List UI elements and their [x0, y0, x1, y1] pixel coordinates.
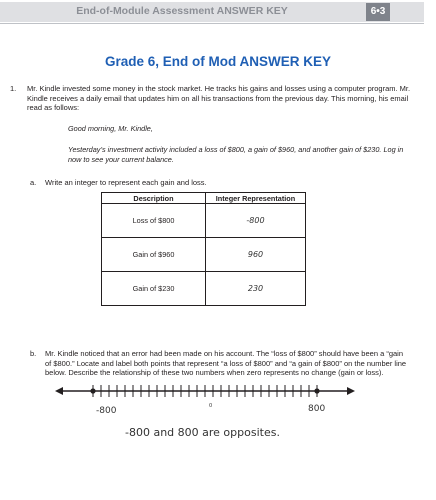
right-arrow-icon: [347, 387, 355, 395]
integer-answer-cell: -800: [206, 204, 306, 238]
handwritten-answer: -800 and 800 are opposites.: [125, 426, 280, 439]
table-row: [102, 204, 306, 238]
table-header-row: [102, 193, 306, 204]
point-negative-800: [90, 388, 95, 393]
point-positive-800: [314, 388, 319, 393]
question-number: 1.: [10, 84, 17, 93]
description-cell: Loss of $800: [102, 204, 206, 238]
part-b-prompt: Mr. Kindle noticed that an error had been made on his account. The “loss of $800” should have been a “gain of $800.” Locate and label both points that represent “a loss of $800” and “a gain of $800” on the number line below. Describe the relationship of these two numbers when zero represents no change (gain or loss).: [45, 349, 407, 377]
integer-table: [101, 192, 306, 306]
part-a-prompt: Write an integer to represent each gain and loss.: [45, 178, 207, 187]
email-body: Yesterday’s investment activity included a loss of $800, a gain of $960, and another gain of $230. Log in now to see your current balance.: [68, 145, 404, 164]
header-title: End-of-Module Assessment ANSWER KEY: [76, 5, 288, 17]
part-b-letter: b.: [30, 349, 37, 358]
table-row: [102, 238, 306, 272]
label-positive-800: 800: [308, 404, 326, 414]
question-text: Mr. Kindle invested some money in the stock market. He tracks his gains and losses using a computer program. Mr. Kindle receives a daily email that updates him on all his transactions from the previous day. This morning, his email read as follows:: [27, 84, 411, 112]
number-line: [55, 378, 355, 402]
integer-answer-cell: 960: [206, 238, 306, 272]
table-header: Description: [102, 193, 206, 204]
table-header: Integer Representation: [206, 193, 306, 204]
label-zero: 0: [209, 403, 213, 409]
page-title: Grade 6, End of Mod ANSWER KEY: [104, 54, 331, 69]
header-bar: [0, 2, 424, 22]
table-row: [102, 272, 306, 306]
left-arrow-icon: [55, 387, 63, 395]
module-badge: 6•3: [366, 3, 390, 21]
description-cell: Gain of $230: [102, 272, 206, 306]
description-cell: Gain of $960: [102, 238, 206, 272]
header-divider: [0, 23, 424, 24]
integer-answer-cell: 230: [206, 272, 306, 306]
part-a-letter: a.: [30, 178, 37, 187]
email-greeting: Good morning, Mr. Kindle,: [68, 124, 153, 133]
label-negative-800: -800: [96, 406, 117, 416]
